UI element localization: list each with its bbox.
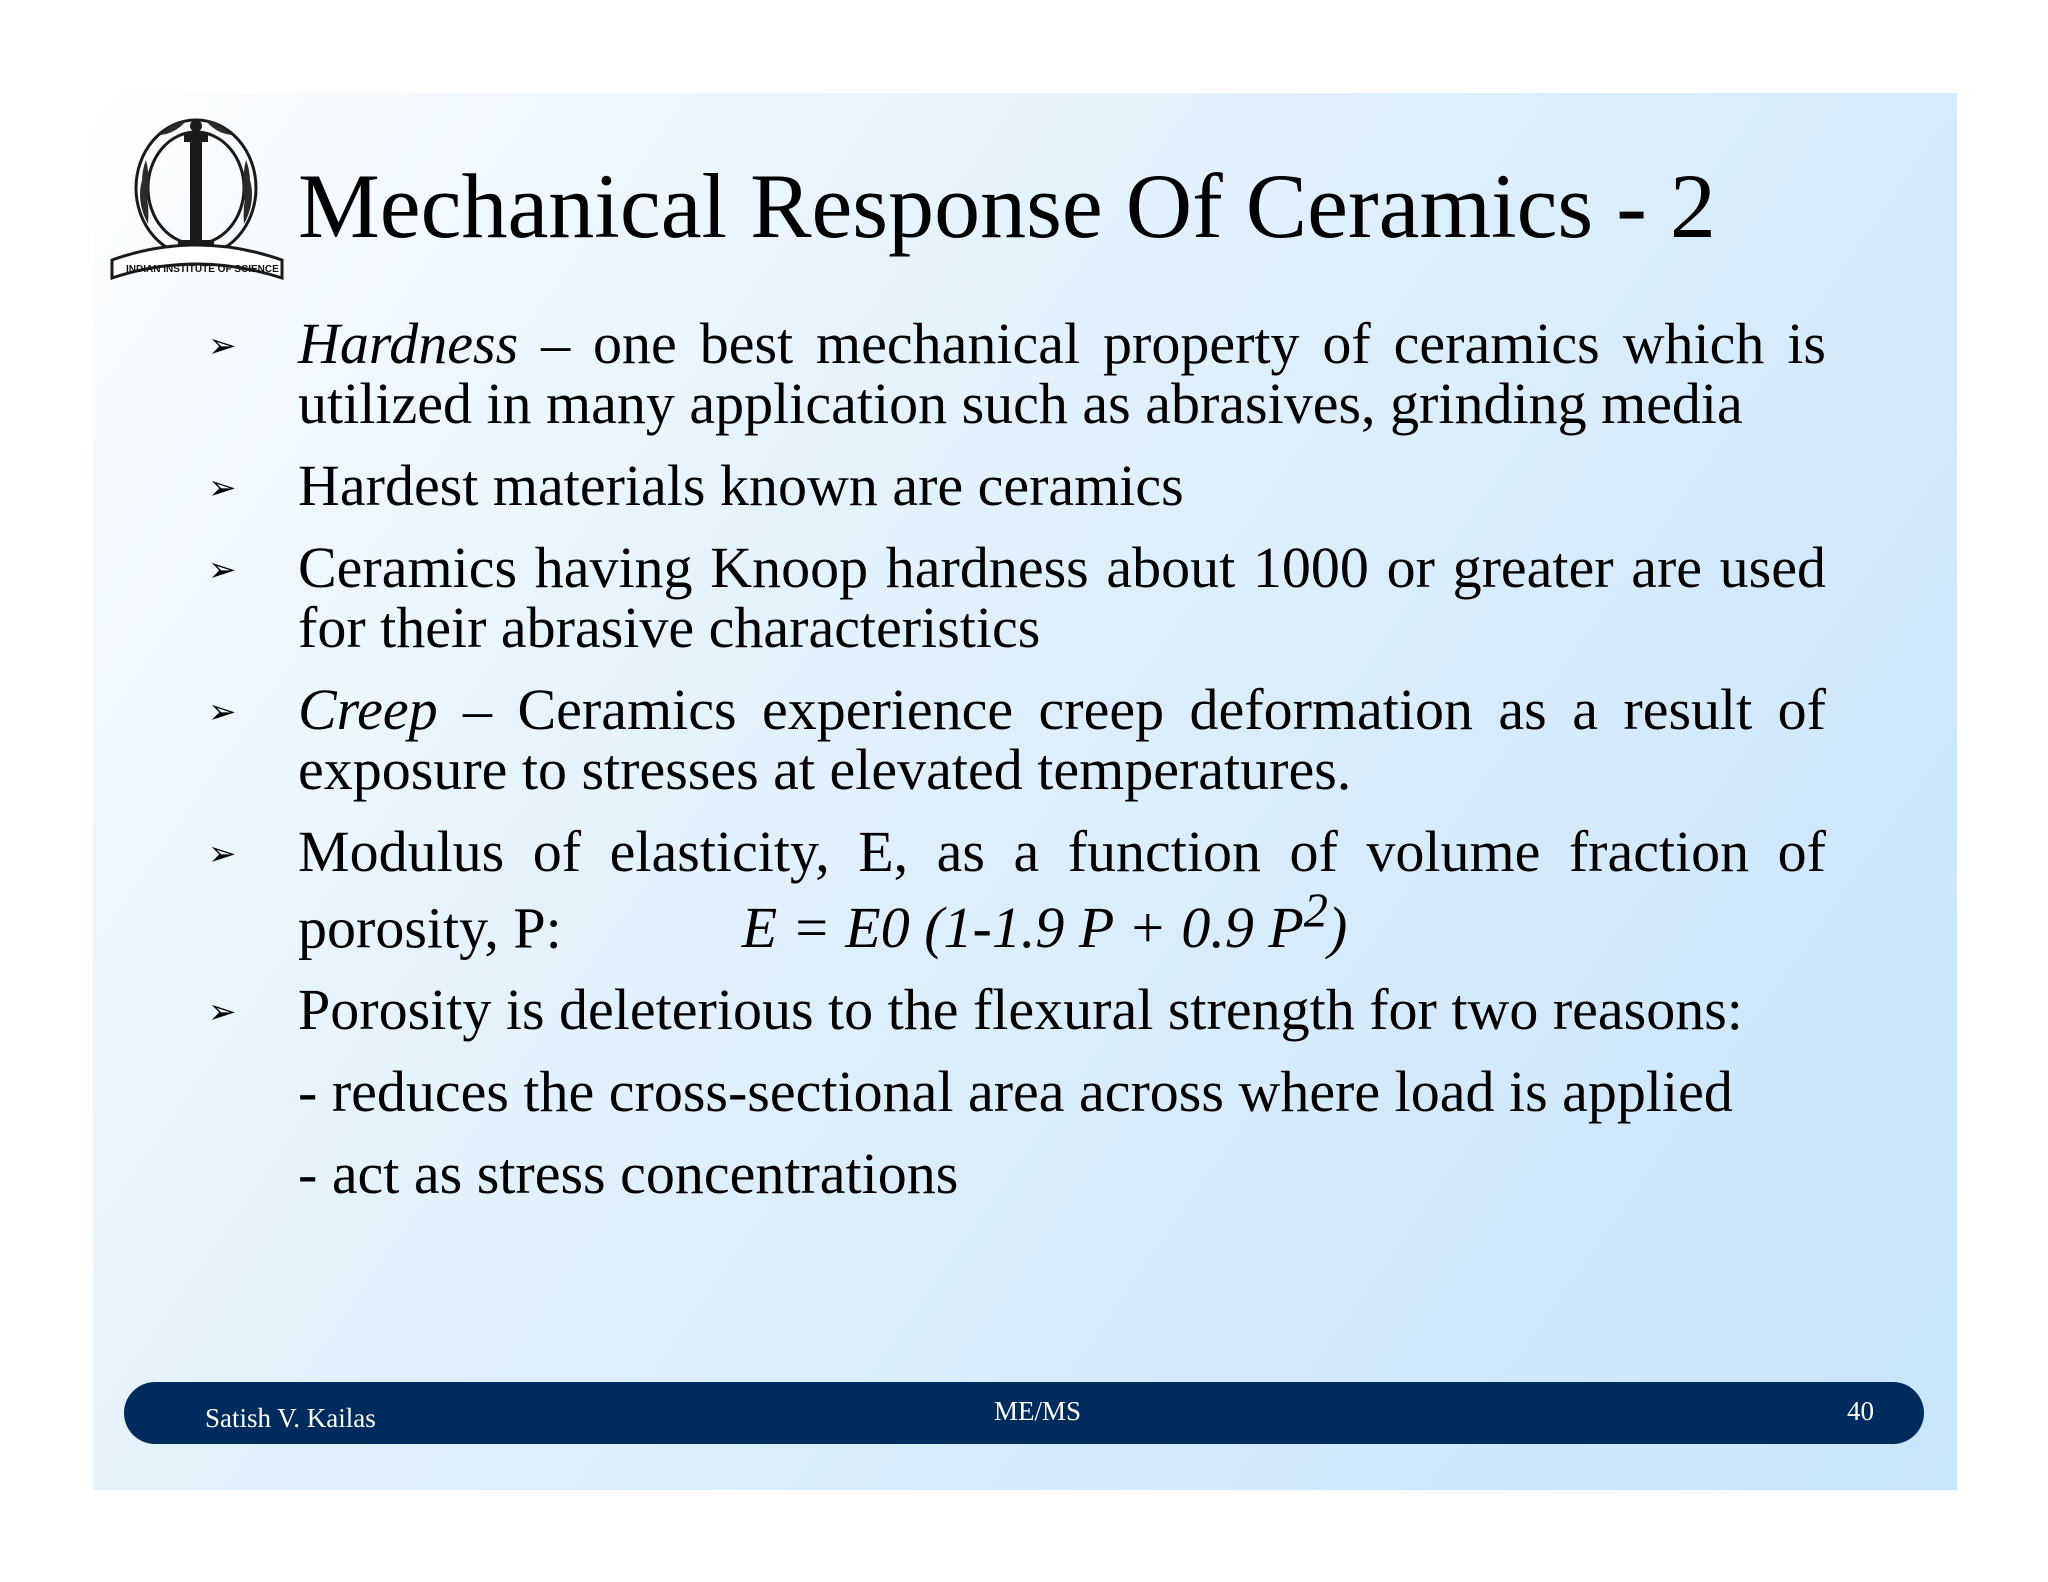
porosity-formula bbox=[741, 885, 1348, 961]
bullet-creep bbox=[208, 677, 1826, 802]
sub-item-cross-section: - reduces the cross-sectional area across where load is applied bbox=[298, 1059, 1733, 1125]
bullet-hardest-materials bbox=[208, 453, 1826, 518]
bullet-text: – Ceramics experience creep deformation as a result of exposure to stresses at elevated temperatures. bbox=[298, 677, 1826, 802]
arrowhead-bullet-icon: ➢ bbox=[208, 326, 237, 366]
sub-item-list bbox=[298, 1059, 1826, 1207]
slide-title: Mechanical Response Of Ceramics - 2 bbox=[298, 155, 1716, 257]
sub-item-stress-concentrations: - act as stress concentrations bbox=[298, 1141, 959, 1207]
logo-banner-text: INDIAN INSTITUTE OF SCIENCE bbox=[126, 264, 279, 275]
arrowhead-bullet-icon: ➢ bbox=[208, 992, 237, 1033]
term-hardness: Hardness bbox=[298, 311, 519, 376]
bullet-knoop-hardness bbox=[208, 535, 1826, 660]
bullet-hardness bbox=[208, 311, 1826, 436]
bullet-text: Hardest materials known are ceramics bbox=[298, 453, 1184, 518]
arrowhead-bullet-icon: ➢ bbox=[208, 468, 237, 508]
formula-main: E = E0 (1-1.9 P + 0.9 P bbox=[741, 895, 1304, 961]
institute-logo bbox=[106, 100, 292, 286]
arrowhead-bullet-icon: ➢ bbox=[208, 692, 237, 732]
bullet-list bbox=[208, 311, 1826, 1226]
iisc-emblem-icon bbox=[106, 100, 292, 286]
bullet-text: – one best mechanical property of ceramics which is utilized in many application such as abrasives, grinding media bbox=[298, 311, 1826, 436]
formula-exponent: 2 bbox=[1303, 885, 1328, 938]
footer-bar bbox=[124, 1382, 1924, 1444]
bullet-text: Modulus of elasticity, E, as a function of volume fraction of porosity, P: bbox=[298, 819, 1826, 961]
bullet-porosity bbox=[208, 977, 1826, 1043]
formula-end: ) bbox=[1327, 895, 1348, 961]
bullet-text: Porosity is deleterious to the flexural strength for two reasons: bbox=[298, 977, 1743, 1043]
term-creep: Creep bbox=[298, 677, 438, 742]
arrowhead-bullet-icon: ➢ bbox=[208, 550, 237, 590]
footer-page-number: 40 bbox=[1847, 1396, 1874, 1426]
footer-course: ME/MS bbox=[994, 1396, 1082, 1426]
footer-author: Satish V. Kailas bbox=[205, 1403, 376, 1433]
bullet-text: Ceramics having Knoop hardness about 1000 or greater are used for their abrasive characteristics bbox=[298, 535, 1826, 660]
arrowhead-bullet-icon: ➢ bbox=[208, 834, 237, 874]
bullet-modulus bbox=[208, 819, 1826, 961]
